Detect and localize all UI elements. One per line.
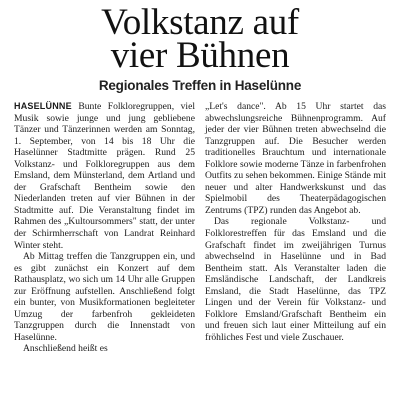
article-column-2 <box>205 101 386 355</box>
subheadline: Regionales Treffen in Haselünne <box>98 78 302 93</box>
dateline: HASELÜNNE <box>14 101 72 111</box>
paragraph: Das regionale Volkstanz- und Folklorestreffen für das Emsland und die Grafschaft findet im zweijährigen Turnus abwechselnd in Haselünne und in Bad Bentheim statt. Als Veranstalter laden die Emsländische Landschaft, der Landkreis Emsland, die Stadt Haselünne, das TPZ Lingen und der Verein für Volkstanz- und Folklore Emsland/Grafschaft Bentheim ein und freuen sich laut einer Mitteilung auf ein fröhliches Fest und viele Zuschauer. <box>205 216 386 343</box>
paragraph: Ab Mittag treffen die Tanzgruppen ein, und es gibt zunächst ein Konzert auf dem Rathausplatz, wo sich um 14 Uhr alle Gruppen zur Eröffnung aufstellen. Anschließend folgt ein bunter, von Musikformationen begleiteter Umzug der farbenfroh gekleideten Tanzgruppen durch die Innenstadt von Haselünne. <box>14 251 195 343</box>
paragraph: „Let's dance". Ab 15 Uhr startet das abwechslungsreiche Bühnenprogramm. Auf jeder der vier Bühnen treten abwechselnd die Tanzgruppen auf. Die Besucher werden traditionelles Brauchtum und internationale Folklore sowie moderne Tänze in farbenfrohen Outfits zu sehen bekommen. Einige Stände mit neuer und alter Handwerkskunst und das Spielmobil des Theaterpädagogischen Zentrums (TPZ) runden das Angebot ab. <box>205 101 386 216</box>
paragraph: Anschließend heißt es <box>23 343 108 355</box>
article-column-1 <box>14 101 195 355</box>
headline-line-2: vier Bühnen <box>110 35 290 76</box>
article-body <box>14 101 386 355</box>
paragraph-text: Bunte Folkloregruppen, viel Musik sowie junge und jung gebliebene Tänzer und Tänzerinnen werden am Sonntag, 1. September, von 14 bis 18 Uhr die Haselünner Stadtmitte prägen. Rund 25 Volkstanz- und Folkloregruppen aus dem Emsland, dem Münsterland, dem Artland und der Grafschaft Bentheim sowie den Niederlanden treten auf vier Bühnen in der Stadtmitte auf. Die Veranstaltung findet im Rahmen des „Kultoursommers" statt, der unter der Schirmherrschaft von Landrat Reinhard Winter steht. <box>14 101 195 251</box>
headline-line-1: Volkstanz auf <box>101 2 299 43</box>
headline <box>14 2 386 76</box>
paragraph <box>14 101 195 251</box>
